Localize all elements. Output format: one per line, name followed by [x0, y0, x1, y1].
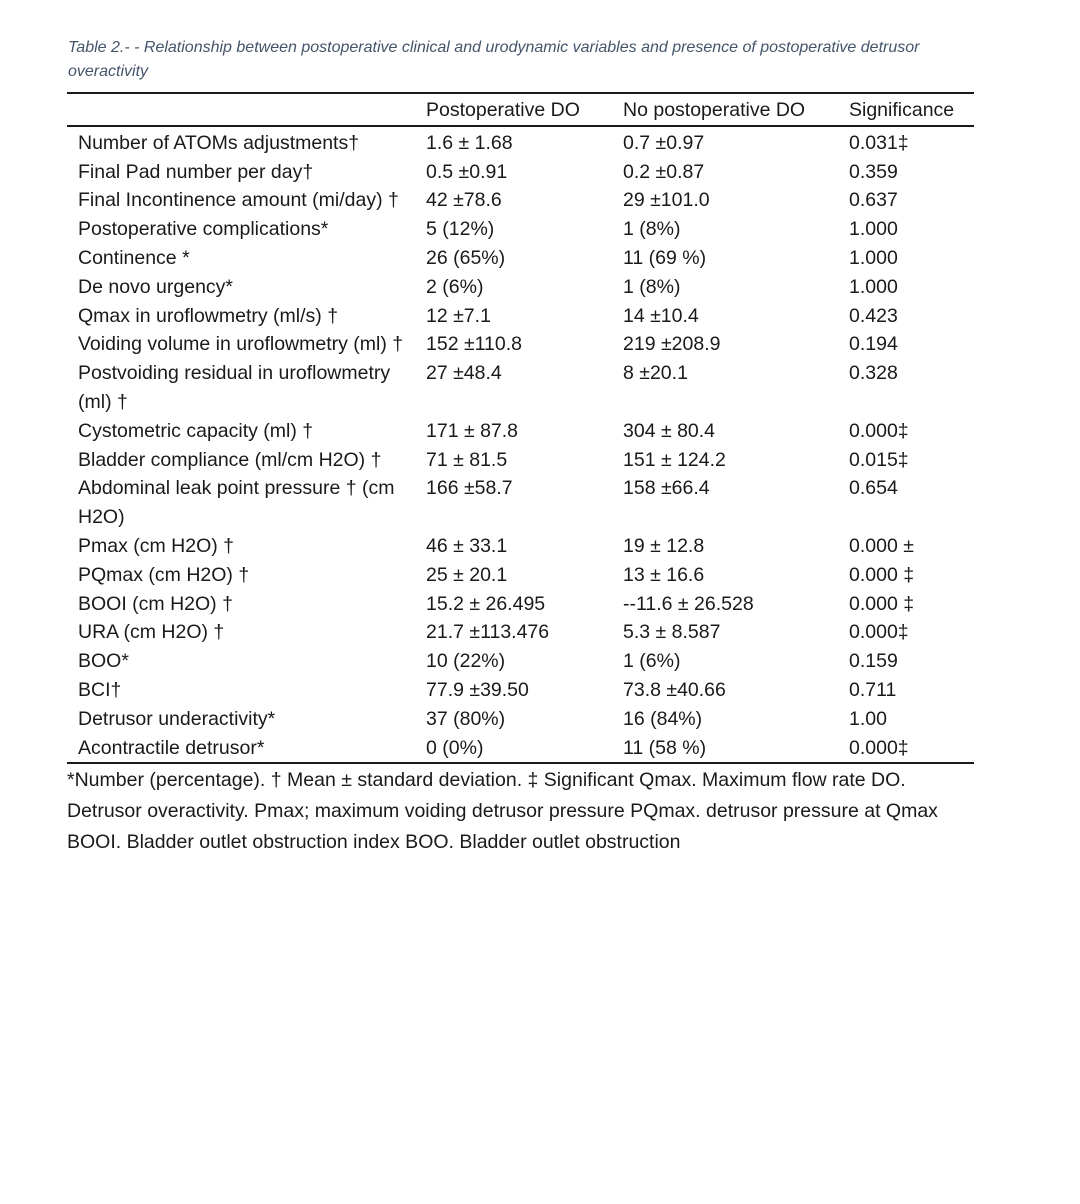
table-row: [67, 126, 974, 158]
cell-postoperative-do: 46 ± 33.1: [426, 534, 508, 557]
table-row: [67, 532, 974, 561]
cell-no-postoperative-do: 11 (69 %): [623, 246, 707, 269]
cell-significance: 0.015‡: [849, 448, 909, 471]
cell-postoperative-do: 26 (65%): [426, 246, 506, 269]
table-row: [67, 705, 974, 734]
cell-no-postoperative-do: 14 ±10.4: [623, 304, 699, 327]
cell-significance: 0.359: [849, 160, 898, 183]
cell-significance: 0.654: [849, 477, 898, 500]
table-row: [67, 446, 974, 475]
cell-variable: Continence *: [78, 246, 190, 269]
cell-significance: 0.000‡: [849, 621, 909, 644]
cell-no-postoperative-do: 11 (58 %): [623, 736, 707, 759]
cell-postoperative-do: 42 ±78.6: [426, 189, 502, 212]
table-row: [67, 330, 974, 359]
cell-postoperative-do: 171 ± 87.8: [426, 419, 519, 442]
table-footnote: *Number (percentage). † Mean ± standard deviation. ‡ Significant Qmax. Maximum flow rate DO. Detrusor overactivity. Pmax; maximum voiding detrusor pressure PQmax. detrusor pressure at Qmax BOOI. Bladder outlet obstruction index BOO. Bladder outlet obstruction: [67, 769, 938, 854]
cell-significance: 1.000: [849, 275, 898, 298]
cell-no-postoperative-do: 0.7 ±0.97: [623, 131, 705, 154]
cell-postoperative-do: 37 (80%): [426, 707, 506, 730]
cell-postoperative-do: 0.5 ±0.91: [426, 160, 508, 183]
cell-variable: Postvoiding residual in uroflowmetry (ml) †: [78, 362, 391, 413]
cell-variable: Abdominal leak point pressure † (cm H2O): [78, 477, 395, 529]
cell-significance: 0.000 ±: [849, 534, 914, 557]
table-row: [67, 244, 974, 273]
cell-variable: Detrusor underactivity*: [78, 707, 276, 730]
cell-no-postoperative-do: 13 ± 16.6: [623, 563, 705, 586]
cell-no-postoperative-do: 151 ± 124.2: [623, 448, 726, 471]
cell-postoperative-do: 25 ± 20.1: [426, 563, 508, 586]
table-row: [67, 417, 974, 446]
cell-significance: 0.711: [849, 678, 897, 701]
table-row: [67, 186, 974, 215]
cell-postoperative-do: 10 (22%): [426, 650, 506, 673]
cell-variable: PQmax (cm H2O) †: [78, 563, 250, 586]
table-row: [67, 647, 974, 676]
results-table: [67, 92, 974, 764]
cell-significance: 0.637: [849, 189, 898, 212]
cell-postoperative-do: 5 (12%): [426, 218, 495, 241]
cell-postoperative-do: 27 ±48.4: [426, 362, 502, 385]
cell-no-postoperative-do: 29 ±101.0: [623, 189, 710, 212]
table-container: [67, 92, 974, 764]
cell-no-postoperative-do: 8 ±20.1: [623, 362, 688, 385]
cell-no-postoperative-do: 1 (8%): [623, 275, 681, 298]
table-row: [67, 215, 974, 244]
cell-variable: Voiding volume in uroflowmetry (ml) †: [78, 333, 404, 356]
cell-variable: Final Incontinence amount (mi/day) †: [78, 189, 399, 212]
cell-significance: 1.000: [849, 218, 898, 241]
table-row: [67, 359, 974, 417]
cell-variable: Bladder compliance (ml/cm H2O) †: [78, 448, 382, 471]
cell-postoperative-do: 152 ±110.8: [426, 333, 523, 356]
cell-significance: 0.194: [849, 333, 898, 356]
cell-no-postoperative-do: 0.2 ±0.87: [623, 160, 705, 183]
cell-postoperative-do: 1.6 ± 1.68: [426, 131, 513, 154]
document-page: [67, 36, 974, 858]
cell-significance: 0.159: [849, 650, 898, 673]
cell-variable: BOO*: [78, 650, 129, 673]
cell-no-postoperative-do: 73.8 ±40.66: [623, 678, 726, 701]
cell-postoperative-do: 21.7 ±113.476: [426, 621, 550, 644]
cell-variable: Postoperative complications*: [78, 218, 329, 241]
cell-significance: 1.000: [849, 246, 898, 269]
cell-no-postoperative-do: 304 ± 80.4: [623, 419, 716, 442]
cell-postoperative-do: 0 (0%): [426, 736, 484, 759]
table-row: [67, 618, 974, 647]
cell-no-postoperative-do: 158 ±66.4: [623, 477, 710, 500]
cell-variable: Pmax (cm H2O) †: [78, 534, 235, 557]
cell-no-postoperative-do: 5.3 ± 8.587: [623, 621, 721, 644]
cell-variable: BCI†: [78, 678, 122, 701]
table-row: [67, 474, 974, 532]
cell-no-postoperative-do: 16 (84%): [623, 707, 703, 730]
cell-significance: 0.328: [849, 362, 898, 385]
cell-significance: 0.000‡: [849, 736, 909, 759]
header-variable: [67, 93, 415, 126]
cell-variable: Cystometric capacity (ml) †: [78, 419, 314, 442]
cell-postoperative-do: 15.2 ± 26.495: [426, 592, 546, 615]
header-significance: Significance: [849, 99, 955, 121]
cell-significance: 0.000 ‡: [849, 563, 915, 586]
cell-postoperative-do: 2 (6%): [426, 275, 484, 298]
table-body: [67, 126, 974, 764]
cell-variable: De novo urgency*: [78, 275, 234, 298]
table-row: [67, 561, 974, 590]
cell-variable: URA (cm H2O) †: [78, 621, 225, 644]
header-no-postoperative-do: No postoperative DO: [623, 99, 806, 121]
cell-variable: Acontractile detrusor*: [78, 736, 265, 759]
cell-variable: Number of ATOMs adjustments†: [78, 131, 360, 154]
table-row: [67, 676, 974, 705]
cell-significance: 0.000 ‡: [849, 592, 915, 615]
cell-no-postoperative-do: 19 ± 12.8: [623, 534, 705, 557]
cell-postoperative-do: 166 ±58.7: [426, 477, 513, 500]
cell-postoperative-do: 12 ±7.1: [426, 304, 491, 327]
cell-no-postoperative-do: 219 ±208.9: [623, 333, 721, 356]
cell-no-postoperative-do: 1 (8%): [623, 218, 681, 241]
cell-variable: Qmax in uroflowmetry (ml/s) †: [78, 304, 339, 327]
table-row: [67, 734, 974, 764]
header-postoperative-do: Postoperative DO: [426, 99, 580, 121]
table-row: [67, 302, 974, 331]
table-header: [67, 93, 974, 126]
table-caption: Table 2.- - Relationship between postoperative clinical and urodynamic variables and presence of postoperative detrusor overactivity: [68, 39, 920, 80]
cell-variable: Final Pad number per day†: [78, 160, 314, 183]
cell-variable: BOOI (cm H2O) †: [78, 592, 233, 615]
cell-significance: 0.031‡: [849, 131, 909, 154]
cell-significance: 1.00: [849, 707, 887, 730]
header-row: [67, 93, 974, 126]
table-row: [67, 273, 974, 302]
cell-significance: 0.423: [849, 304, 898, 327]
cell-no-postoperative-do: 1 (6%): [623, 650, 681, 673]
cell-postoperative-do: 77.9 ±39.50: [426, 678, 529, 701]
cell-no-postoperative-do: --11.6 ± 26.528: [623, 592, 754, 615]
cell-postoperative-do: 71 ± 81.5: [426, 448, 508, 471]
table-row: [67, 590, 974, 619]
cell-significance: 0.000‡: [849, 419, 909, 442]
table-row: [67, 158, 974, 187]
